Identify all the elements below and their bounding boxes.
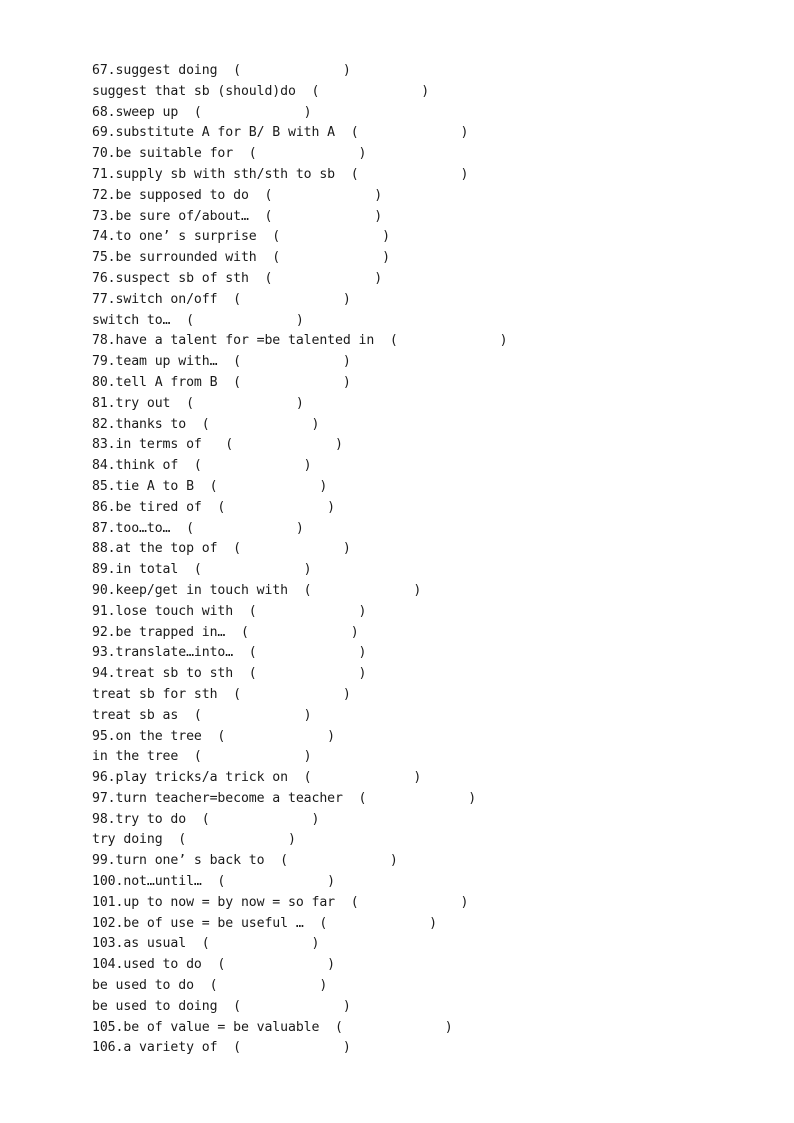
- phrase-line: 102.be of use = be useful … ( ): [92, 915, 437, 931]
- phrase-line: 80.tell A from B ( ): [92, 374, 351, 390]
- phrase-line: 82.thanks to ( ): [92, 416, 320, 432]
- phrase-line: switch to… ( ): [92, 312, 304, 328]
- phrase-line: 88.at the top of ( ): [92, 541, 351, 557]
- phrase-line: be used to do ( ): [92, 978, 328, 994]
- phrase-line: 90.keep/get in touch with ( ): [92, 582, 422, 598]
- phrase-line: 75.be surrounded with ( ): [92, 250, 390, 266]
- phrase-line: try doing ( ): [92, 832, 296, 848]
- phrase-line: 73.be sure of/about… ( ): [92, 208, 383, 224]
- phrase-line: 81.try out ( ): [92, 395, 304, 411]
- phrase-line: 100.not…until… ( ): [92, 874, 336, 890]
- phrase-line: suggest that sb (should)do ( ): [92, 83, 430, 99]
- phrase-line: 87.too…to… ( ): [92, 520, 304, 536]
- phrase-line: 98.try to do ( ): [92, 811, 320, 827]
- phrase-line: 93.translate…into… ( ): [92, 645, 367, 661]
- phrase-line: 103.as usual ( ): [92, 936, 320, 952]
- phrase-line: 89.in total ( ): [92, 562, 312, 578]
- phrase-line: 84.think of ( ): [92, 458, 312, 474]
- phrase-line: 86.be tired of ( ): [92, 499, 336, 515]
- phrase-line: 96.play tricks/a trick on ( ): [92, 770, 422, 786]
- phrase-line: 72.be supposed to do ( ): [92, 187, 383, 203]
- phrase-line: 95.on the tree ( ): [92, 728, 336, 744]
- phrase-line: 74.to one’ s surprise ( ): [92, 229, 390, 245]
- phrase-line: be used to doing ( ): [92, 998, 351, 1014]
- phrase-line: 101.up to now = by now = so far ( ): [92, 894, 469, 910]
- phrase-line: 77.switch on/off ( ): [92, 291, 351, 307]
- phrase-line: treat sb as ( ): [92, 707, 312, 723]
- worksheet-page: [92, 61, 752, 1059]
- phrase-line: in the tree ( ): [92, 749, 312, 765]
- phrase-line: 92.be trapped in… ( ): [92, 624, 359, 640]
- phrase-line: 106.a variety of ( ): [92, 1040, 351, 1056]
- phrase-line: 78.have a talent for =be talented in ( ): [92, 333, 508, 349]
- phrase-line: 85.tie A to B ( ): [92, 478, 328, 494]
- phrase-line: 83.in terms of ( ): [92, 437, 343, 453]
- phrase-line: 67.suggest doing ( ): [92, 63, 351, 78]
- phrase-line: 91.lose touch with ( ): [92, 603, 367, 619]
- phrase-line: 76.suspect sb of sth ( ): [92, 270, 383, 286]
- phrase-line: 70.be suitable for ( ): [92, 146, 367, 162]
- phrase-line: 97.turn teacher=become a teacher ( ): [92, 790, 477, 806]
- phrase-line: 71.supply sb with sth/sth to sb ( ): [92, 166, 469, 182]
- phrase-line: 68.sweep up ( ): [92, 104, 312, 120]
- phrase-line: 69.substitute A for B/ B with A ( ): [92, 125, 469, 141]
- phrase-line: 104.used to do ( ): [92, 957, 336, 973]
- phrase-line: treat sb for sth ( ): [92, 686, 351, 702]
- phrase-line: 94.treat sb to sth ( ): [92, 666, 367, 682]
- phrase-line: 99.turn one’ s back to ( ): [92, 853, 398, 869]
- phrase-line: 79.team up with… ( ): [92, 354, 351, 370]
- phrase-line: 105.be of value = be valuable ( ): [92, 1019, 453, 1035]
